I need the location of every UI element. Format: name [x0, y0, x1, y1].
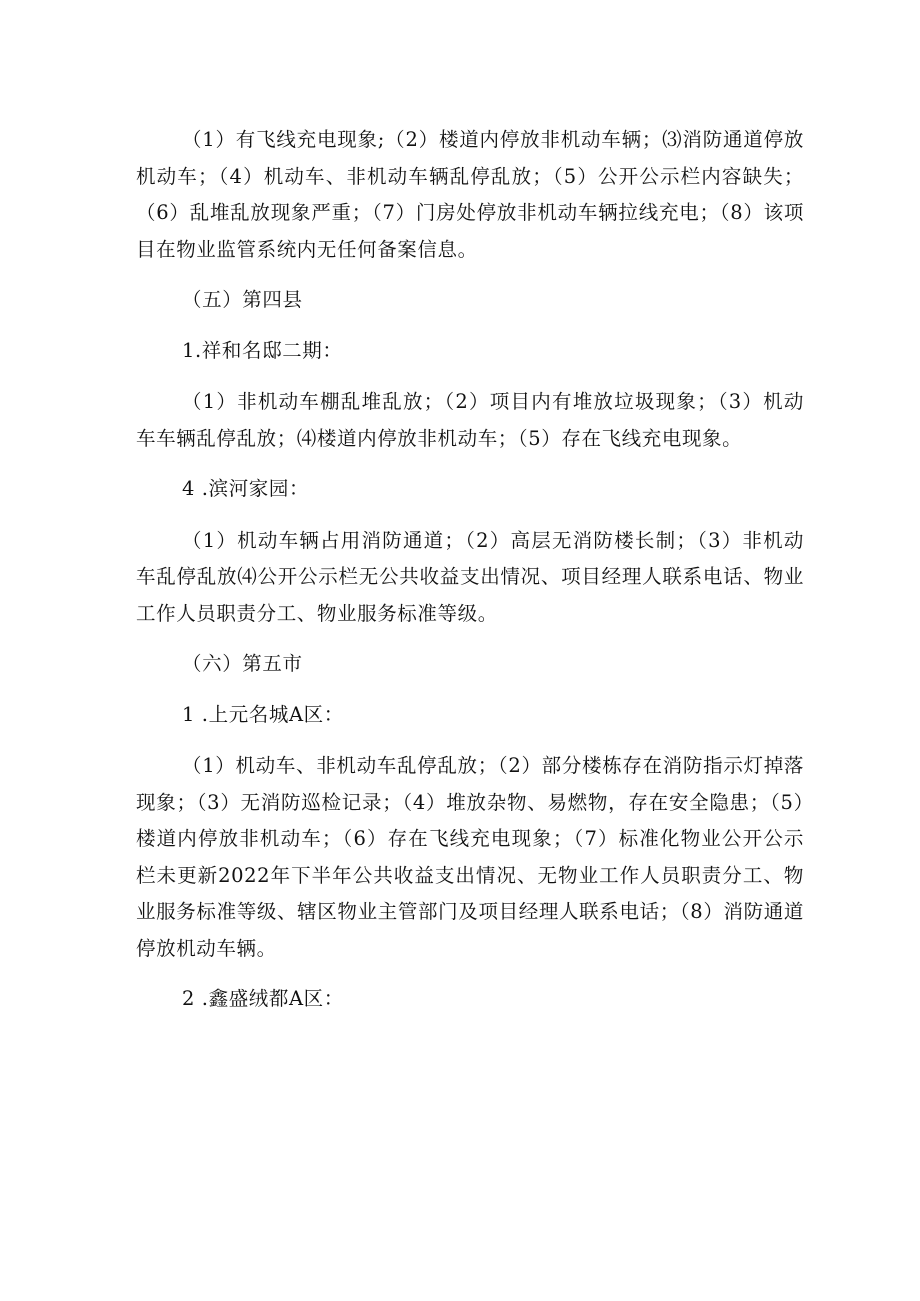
section-heading-fourth-county: （五）第四县 — [182, 288, 303, 311]
item-heading-shangyuan-mingcheng: 1 .上元名城A区： — [182, 702, 344, 726]
paragraph-issues-list-4: （1）机动车、非机动车乱停乱放；（2）部分楼栋存在消防指示灯掉落现象；（3）无消防巡检记录；（4）堆放杂物、易燃物，存在安全隐患；（5）楼道内停放非机动车；（6）存在飞线充电现象；（7）标准化物业公开公示栏未更新2022年下半年公共收益支出情况、无物业工作人员职责分工、物业服务标准等级、辖区物业主管部门及项目经理人联系电话；（8）消防通道停放机动车辆。 — [136, 754, 804, 960]
section-heading-fifth-city: （六）第五市 — [182, 652, 303, 675]
paragraph-issues-list-2: （1）非机动车棚乱堆乱放；（2）项目内有堆放垃圾现象；（3）机动车车辆乱停乱放；⑷楼道内停放非机动车；（5）存在飞线充电现象。 — [136, 390, 804, 450]
paragraph-issues-list-1: （1）有飞线充电现象;（2）楼道内停放非机动车辆；⑶消防通道停放机动车；（4）机动车、非机动车辆乱停乱放；（5）公开公示栏内容缺失；（6）乱堆乱放现象严重；（7）门房处停放非机动车辆拉线充电；（8）该项目在物业监管系统内无任何备案信息。 — [136, 128, 804, 261]
item-heading-binhe-jiayuan: 4 .滨河家园： — [182, 477, 310, 500]
item-heading-xinsheng-rongdu: 2 .鑫盛绒都A区： — [182, 987, 344, 1010]
item-heading-xianghe-mingdi: 1.祥和名邸二期： — [182, 338, 343, 362]
paragraph-issues-list-3: （1）机动车辆占用消防通道；（2）高层无消防楼长制；（3）非机动车乱停乱放⑷公开公示栏无公共收益支出情况、项目经理人联系电话、物业工作人员职责分工、物业服务标准等级。 — [136, 528, 804, 625]
document-body — [136, 122, 804, 1018]
